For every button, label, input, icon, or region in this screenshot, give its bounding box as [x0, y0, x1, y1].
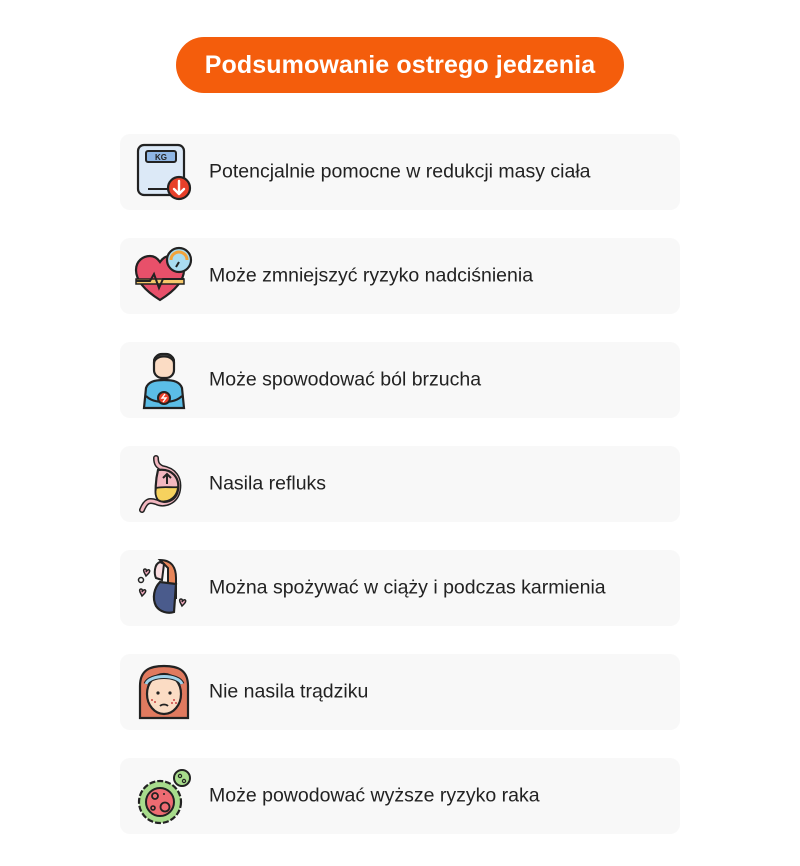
item-label: Można spożywać w ciąży i podczas karmienia [209, 576, 606, 599]
item-label: Nie nasila trądziku [209, 680, 369, 703]
heart-pressure-gauge-icon [134, 246, 194, 306]
item-label: Może spowodować ból brzucha [209, 368, 482, 391]
pregnant-woman-icon [134, 558, 194, 618]
stomach-reflux-icon [134, 454, 194, 514]
list-item-stomach-pain [120, 342, 680, 418]
list-item-hypertension [120, 238, 680, 314]
cancer-cell-icon [134, 766, 194, 826]
svg-text:KG: KG [155, 153, 167, 162]
item-label: Może powodować wyższe ryzyko raka [209, 784, 540, 807]
page-title: Podsumowanie ostrego jedzenia [176, 37, 624, 93]
item-label: Potencjalnie pomocne w redukcji masy ciała [209, 160, 591, 183]
list-item-weight [120, 134, 680, 210]
list-item-cancer [120, 758, 680, 834]
stomach-ache-person-icon [134, 350, 194, 410]
list-item-reflux [120, 446, 680, 522]
item-label: Może zmniejszyć ryzyko nadciśnienia [209, 264, 534, 287]
weight-scale-down-icon [134, 142, 194, 202]
acne-face-icon [134, 662, 194, 722]
list-item-acne [120, 654, 680, 730]
item-label: Nasila refluks [209, 472, 327, 495]
list-item-pregnancy [120, 550, 680, 626]
